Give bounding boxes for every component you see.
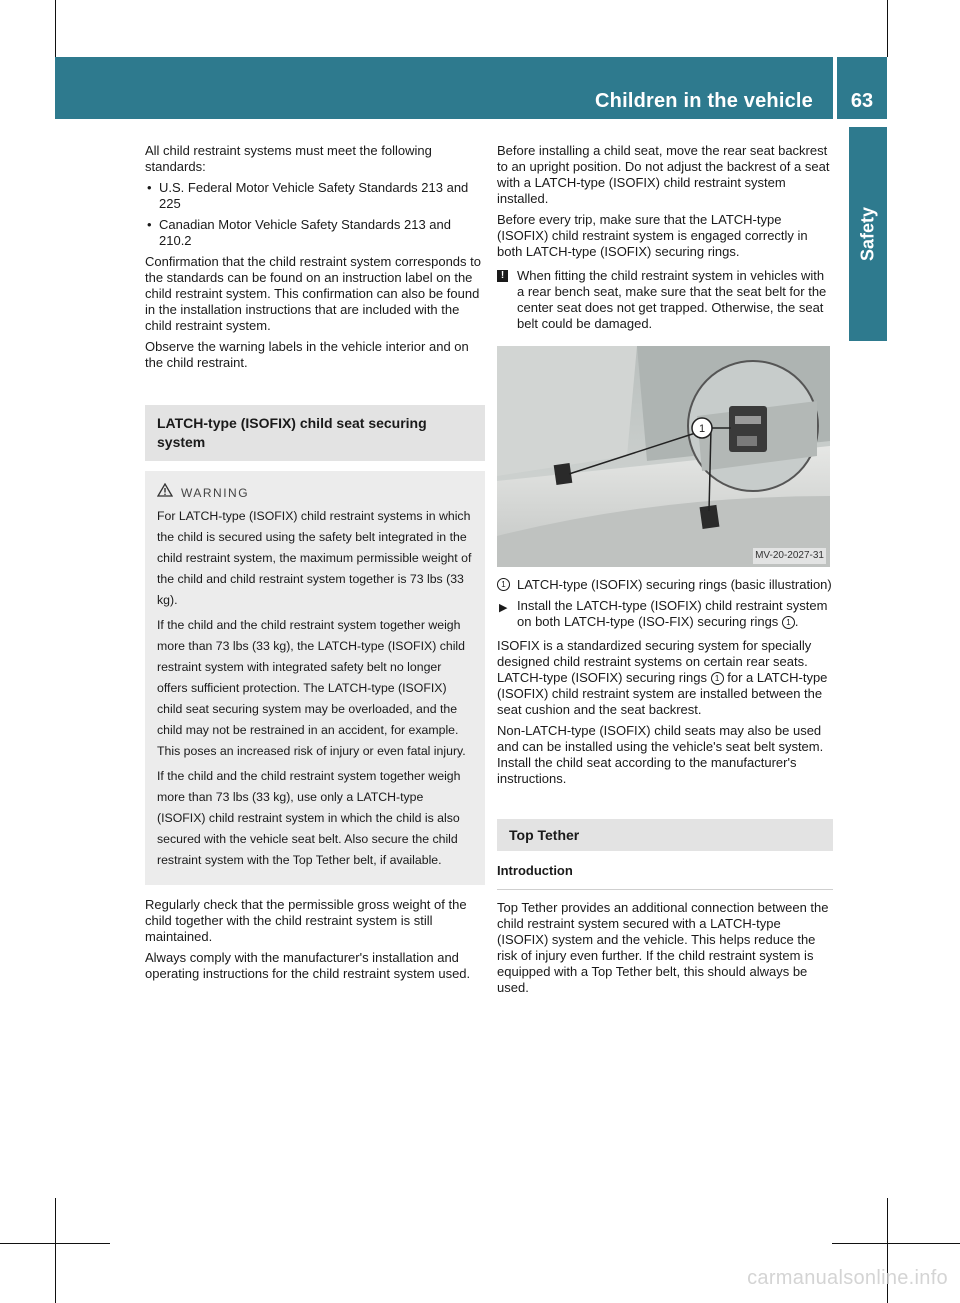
- figure-callout: [497, 577, 833, 593]
- figure-code: MV-20-2027-31: [753, 548, 826, 564]
- seat-photo-drawing: [497, 346, 830, 567]
- callout-marker-inline: 1: [782, 616, 795, 629]
- crop-mark: [55, 0, 56, 57]
- warning-triangle-icon: [157, 483, 173, 504]
- warning-paragraph: If the child and the child restraint system together weigh more than 73 lbs (33 kg), use only a LATCH-type (ISOFIX) child restraint system in which the child is also secured with the vehicle seat belt. Also secure the child restraint system with the Top Tether belt, if available.: [157, 769, 461, 867]
- standard-item: • Canadian Motor Vehicle Safety Standards 213 and 210.2: [145, 217, 485, 249]
- top-tether-paragraph: Top Tether provides an additional connection between the child restraint system secured with a LATCH-type (ISOFIX) system and the vehicle. This helps reduce the risk of injury even further. If the child restraint system is equipped with a Top Tether belt, this should always be used.: [497, 900, 829, 995]
- crop-mark: [887, 0, 888, 57]
- page-number: 63: [850, 90, 874, 112]
- note-icon: !: [497, 270, 508, 282]
- callout-marker: 1: [497, 578, 510, 591]
- warning-paragraph: If the child and the child restraint system together weigh more than 73 lbs (33 kg), the LATCH-type (ISOFIX) child restraint system with integrated safety belt no longer offers sufficient protection. The LATCH-type (ISOFIX) child seat securing system may be overloaded, and the child may not be restrained in an accident, for example. This poses an increased risk of injury or even fatal injury.: [157, 618, 466, 758]
- section-heading-latch: LATCH-type (ISOFIX) child seat securing system: [145, 405, 485, 461]
- callout-marker-inline: 1: [711, 672, 724, 685]
- note: [497, 268, 833, 332]
- page-header: [55, 57, 833, 119]
- isofix-description: [497, 638, 833, 718]
- left-column: [145, 143, 485, 987]
- seat-illustration: [497, 346, 830, 567]
- instruction-end: .: [794, 614, 799, 629]
- confirmation-paragraph: Confirmation that the child restraint system corresponds to the standards can be found on an instruction label on the child restraint system. This confirmation can also be found in the installation instructions that are included with the child restraint system.: [145, 254, 481, 333]
- check-paragraph: Regularly check that the permissible gross weight of the child together with the child restraint system is still maintained.: [145, 897, 467, 944]
- isofix-description-text-2: for a LATCH-type (ISOFIX) child restraint system are installed between the seat cushion and the seat backrest.: [497, 670, 828, 717]
- page-title: Children in the vehicle: [595, 90, 813, 112]
- warning-paragraph: For LATCH-type (ISOFIX) child restraint systems in which the child is secured using the safety belt integrated in the child restraint system, the maximum permissible weight of the child and child restraint system together is 73 lbs (33 kg).: [157, 509, 472, 607]
- note-text: When fitting the child restraint system in vehicles with a rear bench seat, make sure that the seat belt for the center seat does not get trapped. Otherwise, the seat belt could be damaged.: [517, 268, 827, 331]
- warning-header: [157, 483, 473, 504]
- footer-watermark: carmanualsonline.info: [747, 1267, 948, 1289]
- callout-text: LATCH-type (ISOFIX) securing rings (basic illustration): [517, 577, 832, 592]
- crop-mark: [55, 1198, 56, 1303]
- arrow-right-icon: ▶: [499, 602, 508, 614]
- standard-item: • U.S. Federal Motor Vehicle Safety Standards 213 and 225: [145, 180, 485, 212]
- callout-marker-label: 1: [698, 423, 706, 435]
- warning-label: WARNING: [181, 486, 250, 500]
- section-tab: [849, 127, 887, 341]
- instruction-step: [497, 598, 833, 630]
- sub-heading-introduction: Introduction: [497, 863, 833, 890]
- page-number-box: [837, 57, 887, 119]
- right-column: [497, 143, 833, 1001]
- isofix-description-text: ISOFIX is a standardized securing system for specially designed child restraint systems on certain rear seats. LATCH-type (ISOFIX) securing rings: [497, 638, 812, 685]
- section-heading-top-tether: Top Tether: [497, 819, 833, 851]
- observe-paragraph: Observe the warning labels in the vehicle interior and on the child restraint.: [145, 339, 469, 370]
- crop-mark: [832, 1243, 960, 1244]
- before-trip-paragraph: Before every trip, make sure that the LATCH-type (ISOFIX) child restraint system is engaged correctly in both LATCH-type (ISOFIX) securing rings.: [497, 212, 808, 259]
- non-latch-paragraph: Non-LATCH-type (ISOFIX) child seats may also be used and can be installed using the vehicle's seat belt system. Install the child seat according to the manufacturer's instructions.: [497, 723, 824, 786]
- before-install-paragraph: Before installing a child seat, move the rear seat backrest to an upright position. Do not adjust the backrest of a seat with a LATCH-type (ISOFIX) child restraint system installed.: [497, 143, 830, 206]
- section-tab-label: Safety: [857, 206, 878, 262]
- instruction-text: Install the LATCH-type (ISOFIX) child restraint system on both LATCH-type (ISO-FIX) securing rings: [517, 598, 828, 629]
- comply-paragraph: Always comply with the manufacturer's installation and operating instructions for the child restraint system used.: [145, 950, 471, 981]
- warning-box: [145, 471, 485, 885]
- standards-intro: All child restraint systems must meet the following standards:: [145, 143, 432, 174]
